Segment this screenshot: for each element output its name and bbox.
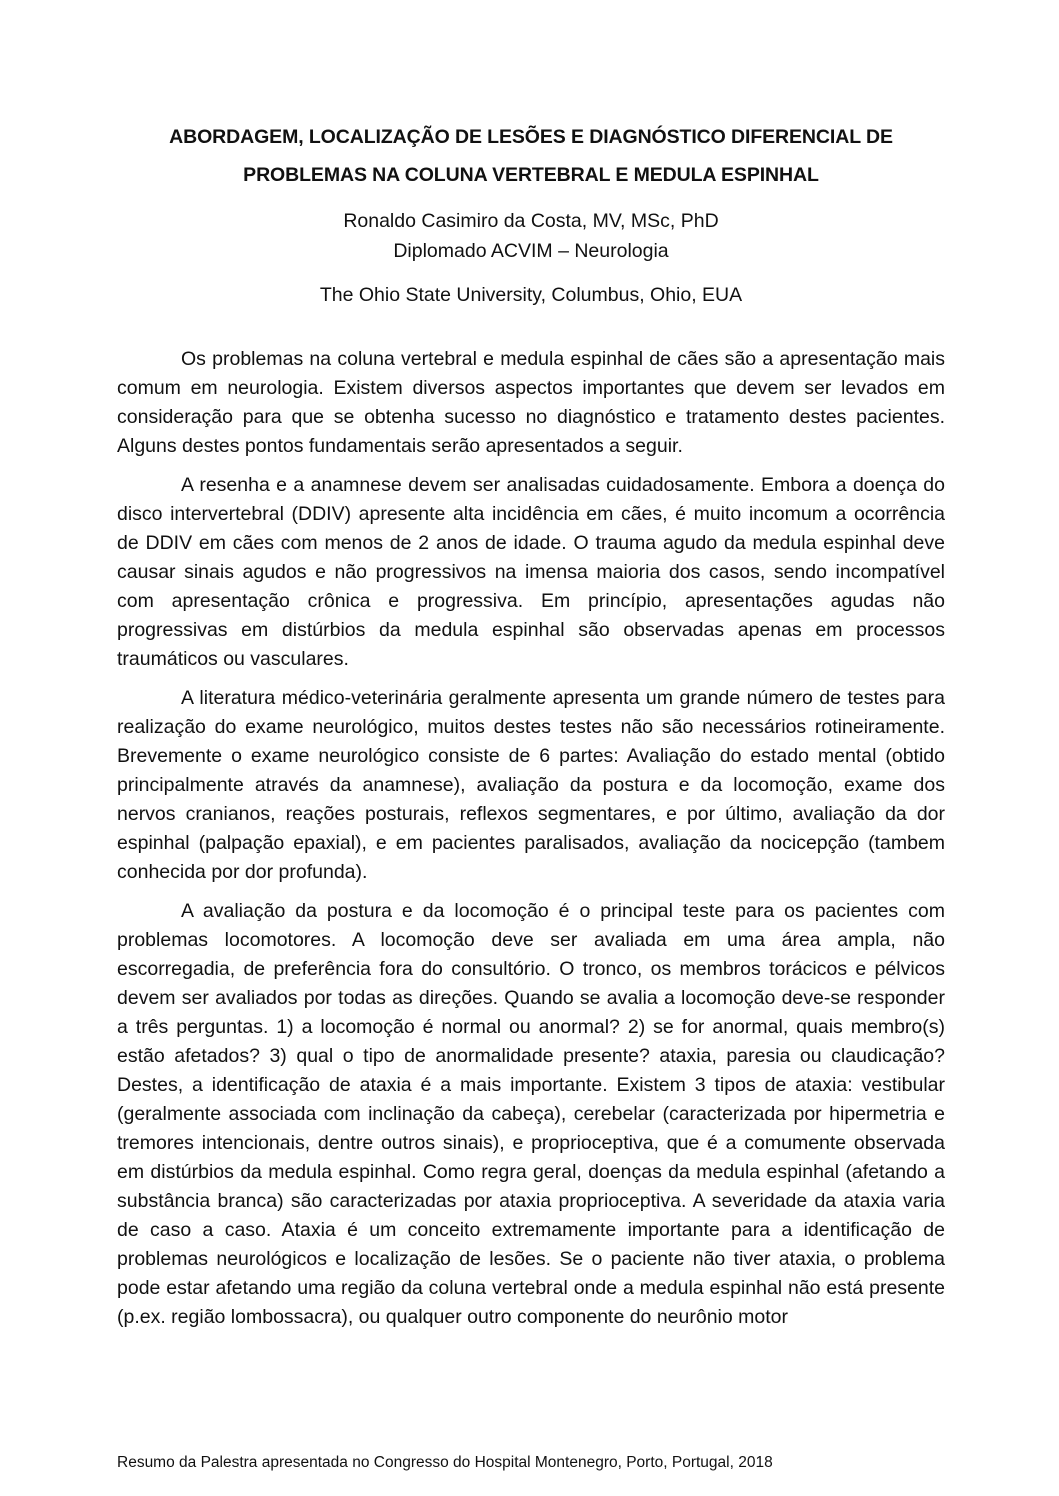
author-block (117, 206, 945, 310)
paragraph-exame-neurologico: A literatura médico-veterinária geralmente apresenta um grande número de testes para realização do exame neurológico, muitos destes testes não são necessários rotineiramente. Brevemente o exame neurológico consiste de 6 partes: Avaliação do estado mental (obtido principalmente através da anamnese), avaliação da postura e da locomoção, exame dos nervos cranianos, reações posturais, reflexos segmentares, e por último, avaliação da dor espinhal (palpação epaxial), e em pacientes paralisados, avaliação da nocicepção (tambem conhecida por dor profunda). (117, 687, 945, 883)
author-name: Ronaldo Casimiro da Costa, MV, MSc, PhD (343, 210, 719, 232)
page-footer: Resumo da Palestra apresentada no Congresso do Hospital Montenegro, Porto, Portugal, 2018 (117, 1454, 773, 1471)
document-title: ABORDAGEM, LOCALIZAÇÃO DE LESÕES E DIAGNÓSTICO DIFERENCIAL DE PROBLEMAS NA COLUNA VERTEBRAL E MEDULA ESPINHAL (169, 126, 893, 186)
document-page (117, 118, 945, 1342)
author-affiliation: The Ohio State University, Columbus, Ohio, EUA (319, 284, 743, 306)
paragraph-anamnese: A resenha e a anamnese devem ser analisadas cuidadosamente. Embora a doença do disco intervertebral (DDIV) apresente alta incidência em cães, é muito incomum a ocorrência de DDIV em cães com menos de 2 anos de idade. O trauma agudo da medula espinhal deve causar sinais agudos e não progressivos na imensa maioria dos casos, sendo incompatível com apresentação crônica e progressiva. Em princípio, apresentações agudas não progressivas em distúrbios da medula espinhal são observadas apenas em processos traumáticos ou vasculares. (117, 474, 945, 670)
document-body (117, 345, 945, 1332)
paragraph-locomocao: A avaliação da postura e da locomoção é o principal teste para os pacientes com problemas locomotores. A locomoção deve ser avaliada em uma área ampla, não escorregadia, de preferência fora do consultório. O tronco, os membros torácicos e pélvicos devem ser avaliados por todas as direções. Quando se avalia a locomoção deve-se responder a três perguntas. 1) a locomoção é normal ou anormal? 2) se for anormal, quais membro(s) estão afetados? 3) qual o tipo de anormalidade presente? ataxia, paresia ou claudicação? Destes, a identificação de ataxia é a mais importante. Existem 3 tipos de ataxia: vestibular (geralmente associada com inclinação da cabeça), cerebelar (caracterizada por hipermetria e tremores intencionais, dentre outros sinais), e proprioceptiva, que é a comumente observada em distúrbios da medula espinhal. Como regra geral, doenças da medula espinhal (afetando a substância branca) são caracterizadas por ataxia proprioceptiva. A severidade da ataxia varia de caso a caso. Ataxia é um conceito extremamente importante para a identificação de problemas neurológicos e localização de lesões. Se o paciente não tiver ataxia, o problema pode estar afetando uma região da coluna vertebral onde a medula espinhal não está presente (p.ex. região lombossacra), ou qualquer outro componente do neurônio motor (117, 900, 945, 1328)
author-credential: Diplomado ACVIM – Neurologia (393, 240, 669, 262)
paragraph-intro: Os problemas na coluna vertebral e medula espinhal de cães são a apresentação mais comum em neurologia. Existem diversos aspectos importantes que devem ser levados em consideração para que se obtenha sucesso no diagnóstico e tratamento destes pacientes. Alguns destes pontos fundamentais serão apresentados a seguir. (117, 348, 945, 457)
